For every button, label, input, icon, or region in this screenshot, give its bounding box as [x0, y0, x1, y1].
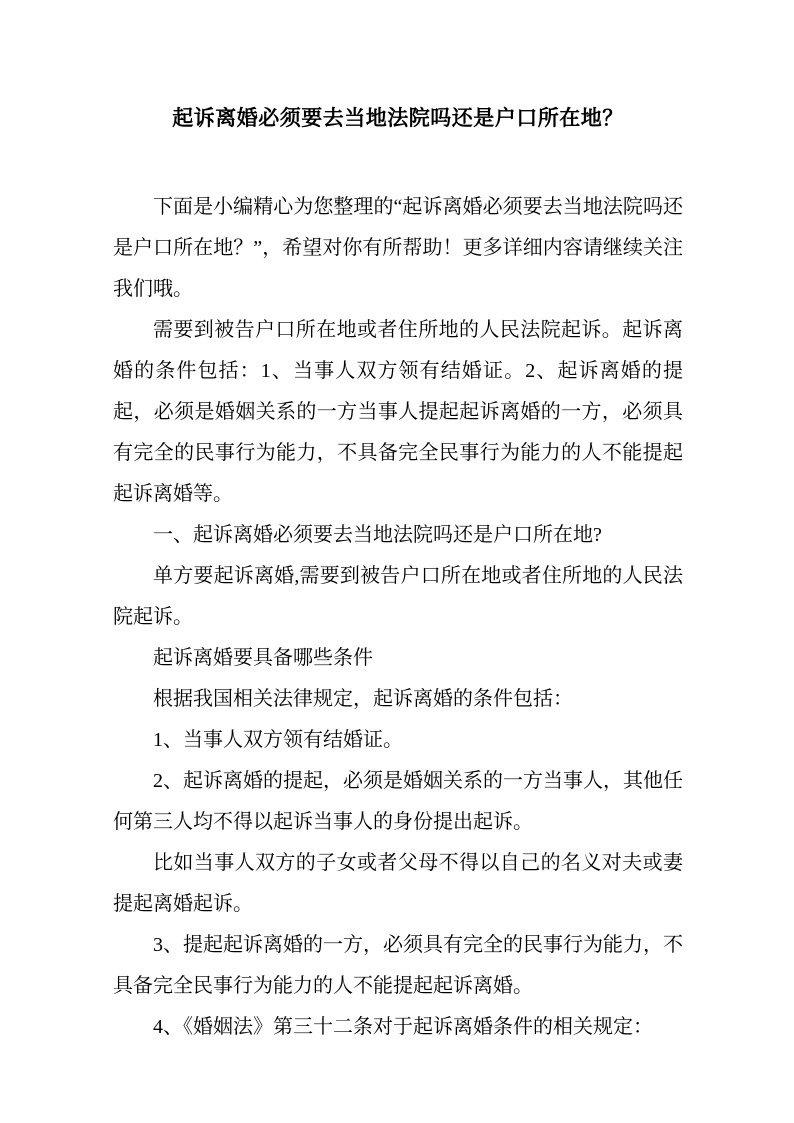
paragraph-section-1-heading: 一、起诉离婚必须要去当地法院吗还是户口所在地?	[153, 524, 602, 546]
paragraph-intro: 下面是小编精心为您整理的“起诉离婚必须要去当地法院吗还是户口所在地？”，希望对你有所帮助！更多详细内容请继续关注我们哦。	[113, 196, 683, 300]
paragraph-answer-summary: 需要到被告户口所在地或者住所地的人民法院起诉。起诉离婚的条件包括：1、当事人双方领有结婚证。2、起诉离婚的提起，必须是婚姻关系的一方当事人提起起诉离婚的一方，必须具有完全的民事行为能力，不具备完全民事行为能力的人不能提起起诉离婚等。	[113, 319, 683, 505]
paragraph-condition-1: 1、当事人双方领有结婚证。	[153, 729, 403, 751]
document-title: 起诉离婚必须要去当地法院吗还是户口所在地？	[172, 106, 624, 130]
paragraph-conditions-heading: 起诉离婚要具备哪些条件	[153, 647, 373, 669]
paragraph-condition-2-example: 比如当事人双方的子女或者父母不得以自己的名义对夫或妻提起离婚起诉。	[113, 852, 683, 915]
paragraph-condition-4: 4、《婚姻法》第三十二条对于起诉离婚条件的相关规定：	[153, 1016, 653, 1038]
paragraph-condition-3: 3、提起起诉离婚的一方，必须具有完全的民事行为能力，不具备完全民事行为能力的人不能提起起诉离婚。	[113, 934, 683, 997]
paragraph-section-1-body: 单方要起诉离婚,需要到被告户口所在地或者住所地的人民法院起诉。	[113, 565, 683, 628]
paragraph-conditions-intro: 根据我国相关法律规定，起诉离婚的条件包括：	[153, 688, 573, 710]
paragraph-condition-2: 2、起诉离婚的提起，必须是婚姻关系的一方当事人，其他任何第三人均不得以起诉当事人的身份提出起诉。	[113, 770, 683, 833]
